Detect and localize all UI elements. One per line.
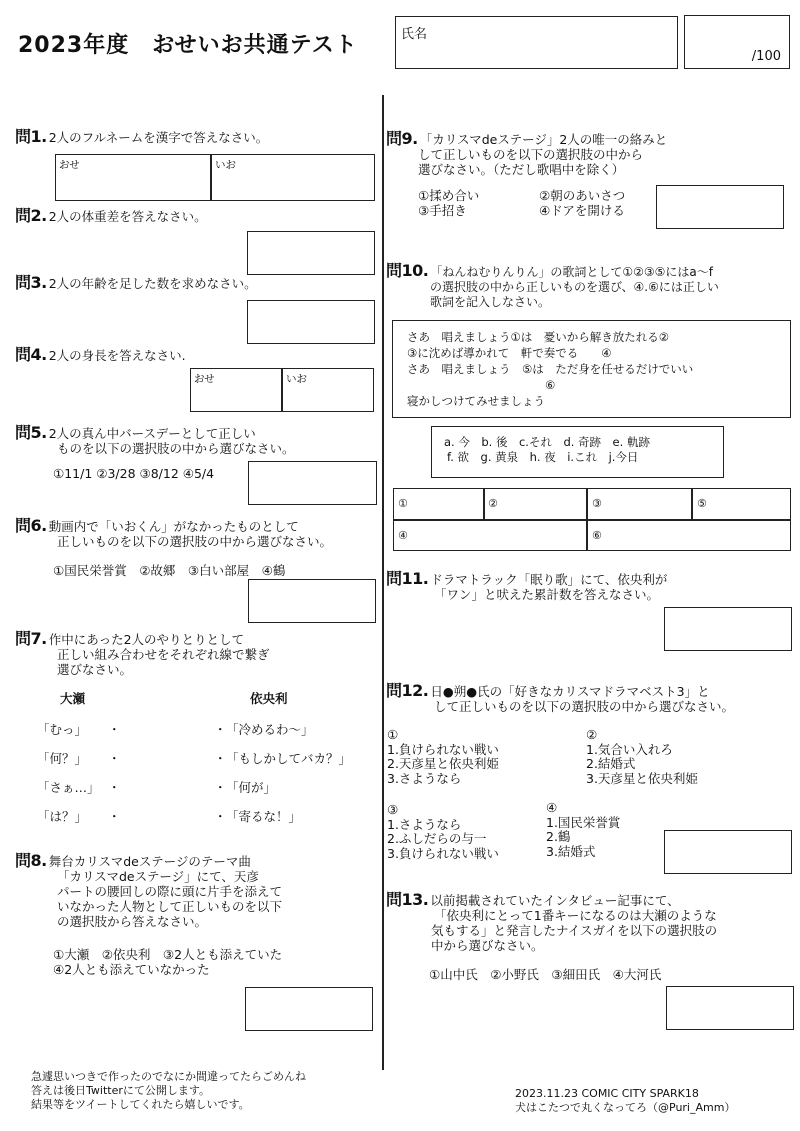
- q10-choices-box: [431, 426, 724, 478]
- question-number: 問8.: [15, 851, 47, 870]
- event-info: 2023.11.23 COMIC CITY SPARK18: [515, 1087, 699, 1100]
- name-field[interactable]: [395, 16, 678, 69]
- lyric-line: さあ 唱えましょう ⑤は ただ身を任せるだけでいい: [407, 362, 694, 376]
- question-number: 問11.: [386, 569, 429, 588]
- question-4: [15, 347, 186, 363]
- question-number: 問1.: [15, 127, 47, 146]
- q10-cell-1[interactable]: [394, 489, 483, 519]
- cell-label: ④: [398, 529, 408, 542]
- q7-right-dot[interactable]: ・: [214, 722, 227, 737]
- footer-note: [31, 1070, 306, 1112]
- q12-group-3: [387, 803, 499, 861]
- q9-answer-box[interactable]: [656, 185, 784, 229]
- q7-right-item: 「もしかしてバカ？」: [226, 751, 352, 766]
- choices-line: f. 欲 g. 黄泉 h. 夜 i.これ j.今日: [447, 450, 639, 464]
- group-label: ④: [546, 800, 558, 815]
- lyric-line: ③に沈めば導かれて 軒で奏でる ④: [407, 346, 612, 360]
- q3-answer-box[interactable]: [247, 300, 375, 344]
- note-line: 急遽思いつきで作ったのでなにか間違ってたらごめんね: [31, 1070, 306, 1083]
- lyric-line: さあ 唱えましょう①は 憂いから解き放たれる②: [407, 330, 670, 344]
- question-text: の選択肢から答えなさい。: [57, 914, 208, 929]
- group-item: 1.気合い入れろ: [586, 741, 673, 757]
- note-line: 答えは後日Twitterにて公開します。: [31, 1084, 210, 1097]
- field-label: いお: [286, 373, 307, 385]
- option: ④ドアを開ける: [539, 202, 625, 218]
- question-number: 問10.: [386, 261, 429, 280]
- q7-right-dot[interactable]: ・: [214, 809, 227, 824]
- q10-cell-2[interactable]: [484, 489, 586, 519]
- question-text: 作中にあった2人のやりとりとして: [48, 632, 245, 647]
- q2-answer-box[interactable]: [247, 231, 375, 275]
- question-text: して正しいものを以下の選択肢の中から選びなさい。: [434, 699, 735, 714]
- q13-options: ①山中氏 ②小野氏 ③細田氏 ④大河氏: [429, 967, 662, 982]
- q11-answer-box[interactable]: [664, 607, 792, 651]
- question-number: 問12.: [386, 681, 429, 700]
- q10-cell-4[interactable]: [394, 521, 586, 550]
- q6-options: ①国民栄誉賞 ②故郷 ③白い部屋 ④鶴: [53, 563, 286, 578]
- q13-answer-box[interactable]: [666, 986, 794, 1030]
- question-text: 2人の真ん中バースデーとして正しい: [48, 426, 256, 441]
- cell-label: ⑥: [592, 529, 602, 542]
- q10-answer-grid: [393, 488, 791, 551]
- question-number: 問13.: [386, 890, 429, 909]
- q7-right-header: 依央利: [250, 691, 288, 706]
- question-text: 「カリスマdeステージ」にて、天彦: [57, 869, 259, 884]
- group-item: 3.さようなら: [387, 770, 462, 786]
- q4-answer-box: [190, 368, 374, 412]
- field-label: おせ: [194, 373, 215, 385]
- option-line: ④2人とも添えていなかった: [53, 961, 210, 977]
- question-text: 動画内で「いおくん」がなかったものとして: [48, 519, 299, 534]
- q12-answer-box[interactable]: [664, 830, 792, 874]
- question-3: [15, 275, 257, 291]
- q7-left-item: 「むっ」: [37, 722, 88, 737]
- q6-answer-box[interactable]: [248, 579, 376, 623]
- option: ③手招き: [418, 202, 467, 218]
- question-text: の選択肢の中から正しいものを選び、④.⑥には正しい: [430, 280, 719, 294]
- question-6: [15, 518, 332, 549]
- cell-label: ⑤: [697, 497, 707, 510]
- score-total: /100: [751, 49, 781, 64]
- cell-label: ①: [398, 497, 408, 510]
- q7-left-dot[interactable]: ・: [108, 780, 121, 795]
- question-10: [386, 263, 719, 310]
- cell-label: ③: [592, 497, 602, 510]
- q7-right-dot[interactable]: ・: [214, 780, 227, 795]
- question-1: [15, 129, 268, 145]
- question-12: [386, 683, 734, 714]
- group-item: 3.負けられない戦い: [387, 845, 499, 861]
- name-label: 氏名: [401, 27, 428, 42]
- note-line: 結果等をツイートしてくれたら嬉しいです。: [31, 1098, 250, 1111]
- question-text: 2人の身長を答えなさい.: [48, 348, 186, 363]
- page-title: 2023年度 おせいお共通テスト: [18, 33, 358, 58]
- q7-right-dot[interactable]: ・: [214, 751, 227, 766]
- question-text: 正しいものを以下の選択肢の中から選びなさい。: [57, 534, 333, 549]
- field-label: おせ: [59, 159, 80, 171]
- q7-left-item: 「は？」: [37, 809, 88, 824]
- q1-answer-box: [55, 154, 375, 201]
- choices-line: a. 今 b. 後 c.それ d. 奇跡 e. 軌跡: [444, 435, 650, 449]
- question-number: 問7.: [15, 629, 47, 648]
- lyric-line: 寝かしつけてみせましょう: [407, 394, 545, 408]
- question-number: 問9.: [386, 129, 418, 148]
- q8-answer-box[interactable]: [245, 987, 373, 1031]
- question-text: ものを以下の選択肢の中から選びなさい。: [57, 441, 295, 456]
- group-item: 1.国民栄誉賞: [546, 814, 621, 830]
- q10-cell-5[interactable]: [693, 489, 790, 519]
- q7-left-dot[interactable]: ・: [108, 751, 121, 766]
- group-label: ③: [387, 802, 399, 817]
- group-item: 3.天彦星と依央利姫: [586, 770, 698, 786]
- question-7: [15, 631, 270, 677]
- question-number: 問5.: [15, 423, 47, 442]
- question-text: 選びなさい。（ただし歌唱中を除く）: [418, 162, 625, 177]
- score-field[interactable]: [684, 15, 790, 69]
- q12-group-4: [546, 801, 620, 859]
- question-text: いなかった人物として正しいものを以下: [57, 899, 283, 914]
- question-text: 「カリスマdeステージ」2人の唯一の絡みと: [419, 132, 668, 147]
- q4-field-ose[interactable]: [191, 369, 282, 411]
- question-number: 問2.: [15, 206, 47, 225]
- question-text: 舞台カリスマdeステージのテーマ曲: [48, 854, 251, 869]
- q10-cell-6[interactable]: [588, 521, 790, 550]
- q7-left-item: 「さぁ…」: [37, 780, 100, 795]
- q7-left-header: 大瀬: [60, 691, 86, 706]
- q1-field-ose[interactable]: [56, 155, 211, 200]
- question-text: 中から選びなさい。: [431, 938, 544, 953]
- question-number: 問6.: [15, 516, 47, 535]
- group-item: 1.負けられない戦い: [387, 741, 499, 757]
- question-text: 「依央利にとって1番キーになるのは大瀬のような: [434, 908, 717, 923]
- q1-field-io[interactable]: [212, 155, 374, 200]
- question-text: 以前掲載されていたインタビュー記事にて、: [430, 893, 680, 908]
- question-text: 2人の体重差を答えなさい。: [48, 209, 207, 224]
- question-number: 問4.: [15, 345, 47, 364]
- question-text: 「ねんねむりんりん」の歌詞として①②③⑤にはa〜f: [430, 265, 713, 279]
- question-5: [15, 425, 295, 456]
- question-text: 気もする」と発言したナイスガイを以下の選択肢の: [431, 923, 718, 938]
- q5-options: ①11/1 ②3/28 ③8/12 ④5/4: [53, 466, 215, 481]
- question-text: パートの腰回しの際に頭に片手を添えて: [57, 884, 283, 899]
- group-item: 2.鶴: [546, 829, 571, 844]
- question-2: [15, 208, 207, 224]
- group-label: ①: [387, 727, 399, 742]
- question-text: 歌詞を記入しなさい。: [430, 295, 551, 309]
- group-item: 3.結婚式: [546, 843, 596, 859]
- q5-answer-box[interactable]: [248, 461, 377, 505]
- question-8: [15, 853, 282, 929]
- q9-options-col2: [539, 189, 625, 218]
- q7-left-dot[interactable]: ・: [108, 722, 121, 737]
- q8-options: [53, 948, 282, 977]
- q7-left-item: 「何？」: [37, 751, 88, 766]
- question-text: ドラマトラック「眠り歌」にて、依央利が: [430, 572, 668, 587]
- question-text: 選びなさい。: [57, 662, 133, 677]
- question-text: 日●朔●氏の「好きなカリスマドラマベスト3」と: [430, 684, 710, 699]
- cell-label: ②: [488, 497, 498, 510]
- option: ②朝のあいさつ: [539, 188, 626, 203]
- q7-right-item: 「冷めるわ～」: [226, 722, 314, 737]
- question-number: 問3.: [15, 273, 47, 292]
- q7-right-item: 「何が」: [226, 780, 277, 795]
- group-item: 2.結婚式: [586, 756, 636, 771]
- q10-lyrics-box: [392, 320, 791, 418]
- option-line: ①大瀬 ②依央利 ③2人とも添えていた: [53, 947, 283, 962]
- group-item: 2.天彦星と依央利姫: [387, 756, 499, 771]
- question-11: [386, 571, 667, 602]
- question-9: [386, 131, 667, 177]
- option: ①揉め合い: [418, 188, 480, 203]
- group-label: ②: [586, 727, 598, 742]
- group-item: 1.さようなら: [387, 816, 462, 832]
- q12-group-1: [387, 728, 499, 786]
- q9-options-col1: [418, 189, 479, 218]
- q4-field-io[interactable]: [283, 369, 373, 411]
- group-item: 2.ふしだらの与一: [387, 831, 487, 846]
- circle-info: 犬はこたつで丸くなってろ（@Puri_Amm）: [515, 1101, 736, 1114]
- field-label: いお: [215, 159, 236, 171]
- q10-cell-3[interactable]: [588, 489, 691, 519]
- footer-credit: [515, 1087, 735, 1115]
- question-text: 2人の年齢を足した数を求めなさい。: [48, 276, 257, 291]
- question-text: して正しいものを以下の選択肢の中から: [418, 147, 644, 162]
- q7-right-item: 「寄るな！」: [226, 809, 302, 824]
- q12-group-2: [586, 728, 698, 786]
- question-13: [386, 892, 717, 953]
- question-text: 正しい組み合わせをそれぞれ線で繋ぎ: [57, 647, 270, 662]
- question-text: 「ワン」と吠えた累計数を答えなさい。: [434, 587, 660, 602]
- q7-left-dot[interactable]: ・: [108, 809, 121, 824]
- column-divider: [382, 95, 384, 1070]
- lyric-line: ⑥: [545, 378, 556, 392]
- question-text: 2人のフルネームを漢字で答えなさい。: [48, 130, 269, 145]
